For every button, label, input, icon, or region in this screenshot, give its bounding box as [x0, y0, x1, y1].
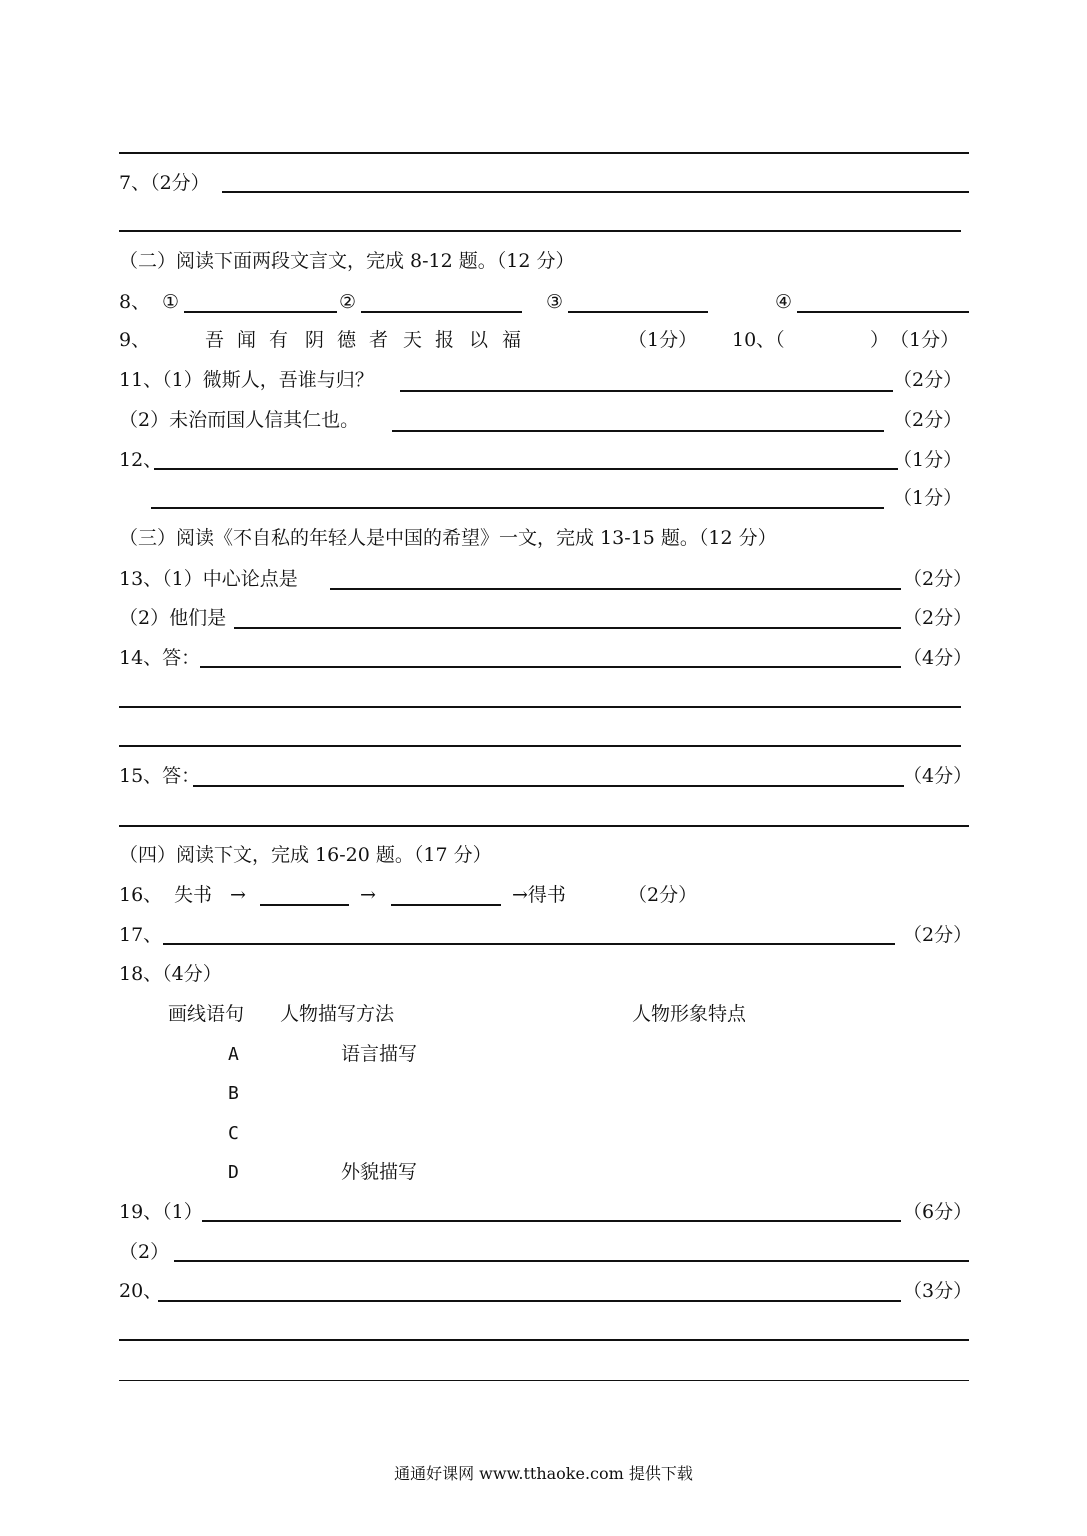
answer-line-q7[interactable] — [222, 191, 969, 193]
answer-line-q20-2[interactable] — [119, 1339, 969, 1341]
question-7-label: 7、（2分） — [119, 172, 210, 194]
answer-line-q19-2[interactable] — [174, 1260, 969, 1262]
answer-line-q14-2[interactable] — [119, 706, 961, 708]
answer-line-q13-2[interactable] — [234, 627, 901, 629]
q9-char: 者 — [369, 329, 389, 351]
q16-arrow-1: → — [230, 884, 246, 906]
answer-line-q15-2[interactable] — [119, 825, 969, 827]
q9-char: 以 — [469, 329, 489, 351]
q18-row-method: 外貌描写 — [341, 1161, 418, 1183]
answer-line-q20-1[interactable] — [158, 1300, 901, 1302]
answer-line-q11-1[interactable] — [400, 390, 893, 392]
q9-char: 天 — [403, 329, 423, 351]
q9-char: 阴 — [305, 329, 325, 351]
question-9-label: 9、 — [119, 329, 151, 351]
question-18-label: 18、（4分） — [119, 963, 222, 985]
q14-score: （4分） — [903, 647, 973, 669]
q9-char: 报 — [435, 329, 455, 351]
section-3-title: （三）阅读《不自私的年轻人是中国的希望》一文，完成 13-15 题。（12 分） — [119, 527, 777, 549]
q9-char: 德 — [337, 329, 357, 351]
q12-score-2: （1分） — [893, 487, 963, 509]
q9-score: （1分） — [628, 329, 698, 351]
question-19-part-2: （2） — [119, 1241, 170, 1263]
q13-score-2: （2分） — [903, 607, 973, 629]
q10-score: （1分） — [890, 329, 960, 351]
q8-mark-1: ① — [162, 291, 180, 313]
answer-line-q16-2[interactable] — [391, 904, 501, 906]
question-19-part-1: 19、（1） — [119, 1201, 203, 1223]
question-10-label: 10、（ — [732, 329, 785, 351]
question-15-label: 15、答： — [119, 765, 201, 787]
question-13-part-2: （2）他们是 — [119, 607, 227, 629]
answer-line-q11-2[interactable] — [392, 430, 884, 432]
question-20-label: 20、 — [119, 1280, 163, 1302]
q15-score: （4分） — [903, 765, 973, 787]
section-4-title: （四）阅读下文，完成 16-20 题。（17 分） — [119, 844, 492, 866]
q16-score: （2分） — [628, 884, 698, 906]
q18-header-method: 人物描写方法 — [280, 1003, 395, 1025]
question-8-label: 8、 — [119, 291, 151, 313]
q16-end: →得书 — [512, 884, 566, 906]
q8-mark-2: ② — [339, 291, 357, 313]
answer-line-q8-3[interactable] — [568, 311, 708, 313]
q9-char: 福 — [502, 329, 522, 351]
answer-line-q16-1[interactable] — [260, 904, 349, 906]
q18-row-key: D — [228, 1162, 239, 1183]
answer-line-q19-1[interactable] — [202, 1220, 901, 1222]
q9-char: 有 — [269, 329, 289, 351]
question-16-label: 16、 — [119, 884, 163, 906]
q11-score-1: （2分） — [893, 369, 963, 391]
q18-row-method: 语言描写 — [341, 1043, 418, 1065]
answer-line-q7-2[interactable] — [119, 230, 961, 232]
answer-line-q12-1[interactable] — [154, 468, 898, 470]
section-2-title: （二）阅读下面两段文言文，完成 8-12 题。（12 分） — [119, 250, 575, 272]
answer-line-q20-3[interactable] — [119, 1380, 969, 1381]
q12-score-1: （1分） — [893, 449, 963, 471]
q16-start: 失书 — [174, 884, 213, 906]
q16-arrow-2: → — [360, 884, 376, 906]
question-12-label: 12、 — [119, 449, 163, 471]
q20-score: （3分） — [903, 1280, 973, 1302]
q9-char: 闻 — [237, 329, 257, 351]
answer-line-q17[interactable] — [163, 943, 895, 945]
question-17-label: 17、 — [119, 924, 163, 946]
q10-close-paren: ） — [870, 329, 890, 351]
q18-row-key: B — [228, 1083, 239, 1104]
q18-row-key: A — [228, 1044, 239, 1065]
question-11-part-2: （2）未治而国人信其仁也。 — [119, 409, 360, 431]
q18-header-trait: 人物形象特点 — [632, 1003, 747, 1025]
q8-mark-4: ④ — [775, 291, 793, 313]
answer-line-q8-4[interactable] — [797, 311, 969, 313]
q13-score-1: （2分） — [903, 568, 973, 590]
answer-line-q14-1[interactable] — [200, 666, 901, 668]
question-11-part-1: 11、（1）微斯人，吾谁与归？ — [119, 369, 374, 391]
answer-line-q15-1[interactable] — [193, 785, 904, 787]
question-14-label: 14、答： — [119, 647, 201, 669]
answer-line — [119, 152, 969, 154]
answer-line-q8-1[interactable] — [184, 311, 337, 313]
q17-score: （2分） — [903, 924, 973, 946]
footer-source: 通通好课网 www.tthaoke.com 提供下载 — [394, 1464, 693, 1483]
answer-line-q13-1[interactable] — [330, 588, 901, 590]
answer-line-q12-2[interactable] — [151, 507, 884, 509]
answer-line-q8-2[interactable] — [361, 311, 522, 313]
q18-header-sentence: 画线语句 — [168, 1003, 245, 1025]
question-13-part-1: 13、（1）中心论点是 — [119, 568, 298, 590]
q11-score-2: （2分） — [893, 409, 963, 431]
answer-line-q14-3[interactable] — [119, 745, 961, 747]
q19-score: （6分） — [903, 1201, 973, 1223]
q9-char: 吾 — [205, 329, 225, 351]
q8-mark-3: ③ — [546, 291, 564, 313]
q18-row-key: C — [228, 1123, 239, 1144]
